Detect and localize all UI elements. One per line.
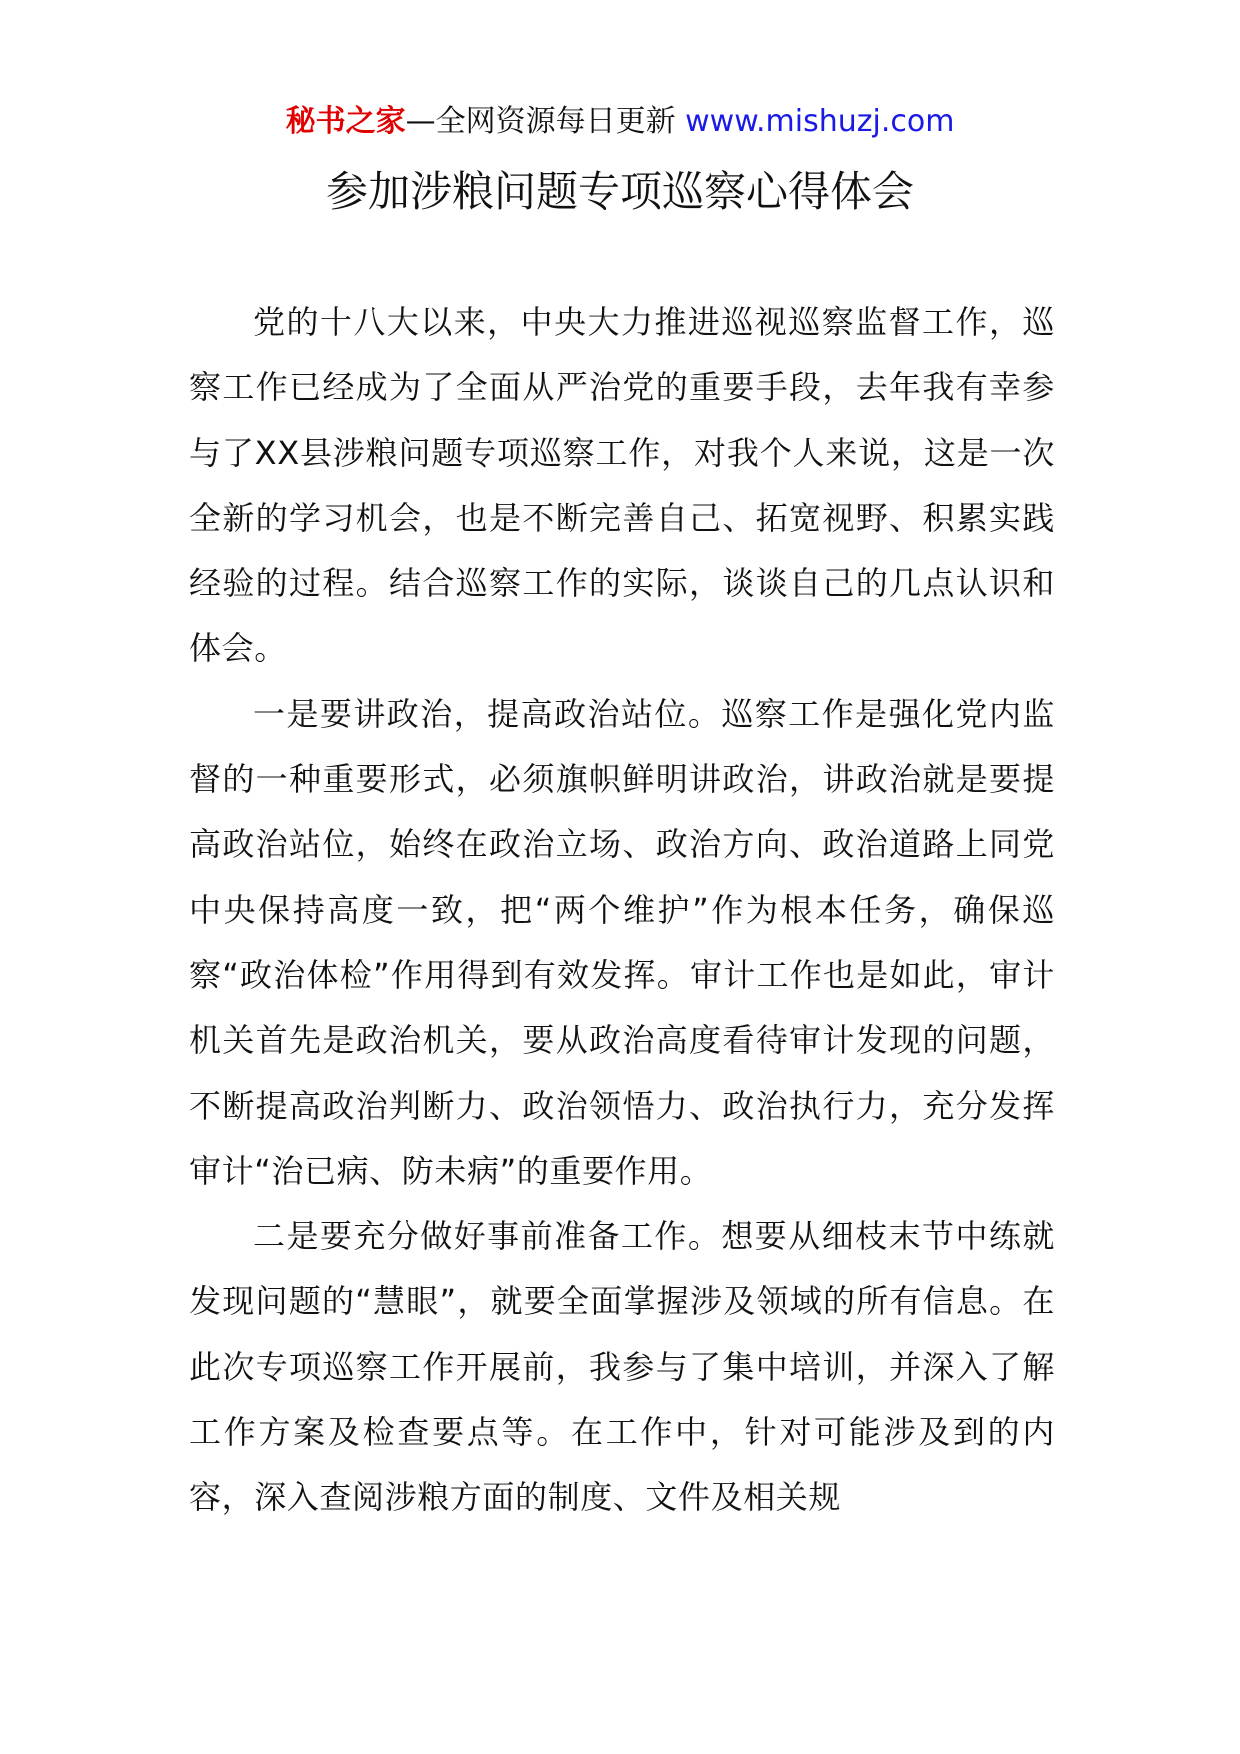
paragraph-point-two: 二是要充分做好事前准备工作。想要从细枝末节中练就发现问题的“慧眼”，就要全面掌握涉及领域的所有信息。在此次专项巡察工作开展前，我参与了集中培训，并深入了解工作方案及检查要点等。在工作中，针对可能涉及到的内容，深入查阅涉粮方面的制度、文件及相关规 — [189, 1217, 1055, 1517]
document-title: 参加涉粮问题专项巡察心得体会 — [325, 167, 914, 216]
watermark-header — [0, 100, 1240, 144]
header-slogan: —全网资源每日更新 — [405, 104, 686, 139]
document-body — [189, 290, 1055, 1531]
paragraph-intro: 党的十八大以来，中央大力推进巡视巡察监督工作，巡察工作已经成为了全面从严治党的重要手段，去年我有幸参与了XX县涉粮问题专项巡察工作，对我个人来说，这是一次全新的学习机会，也是不断完善自己、拓宽视野、积累实践经验的过程。结合巡察工作的实际，谈谈自己的几点认识和体会。 — [189, 303, 1055, 668]
paragraph-point-one: 一是要讲政治，提高政治站位。巡察工作是强化党内监督的一种重要形式，必须旗帜鲜明讲政治，讲政治就是要提高政治站位，始终在政治立场、政治方向、政治道路上同党中央保持高度一致，把“两个维护”作为根本任务，确保巡察“政治体检”作用得到有效发挥。审计工作也是如此，审计机关首先是政治机关，要从政治高度看待审计发现的问题，不断提高政治判断力、政治领悟力、政治执行力，充分发挥审计“治已病、防未病”的重要作用。 — [189, 694, 1055, 1190]
brand-name: 秘书之家 — [285, 104, 406, 139]
site-url-link[interactable]: www.mishuzj.com — [685, 104, 955, 139]
